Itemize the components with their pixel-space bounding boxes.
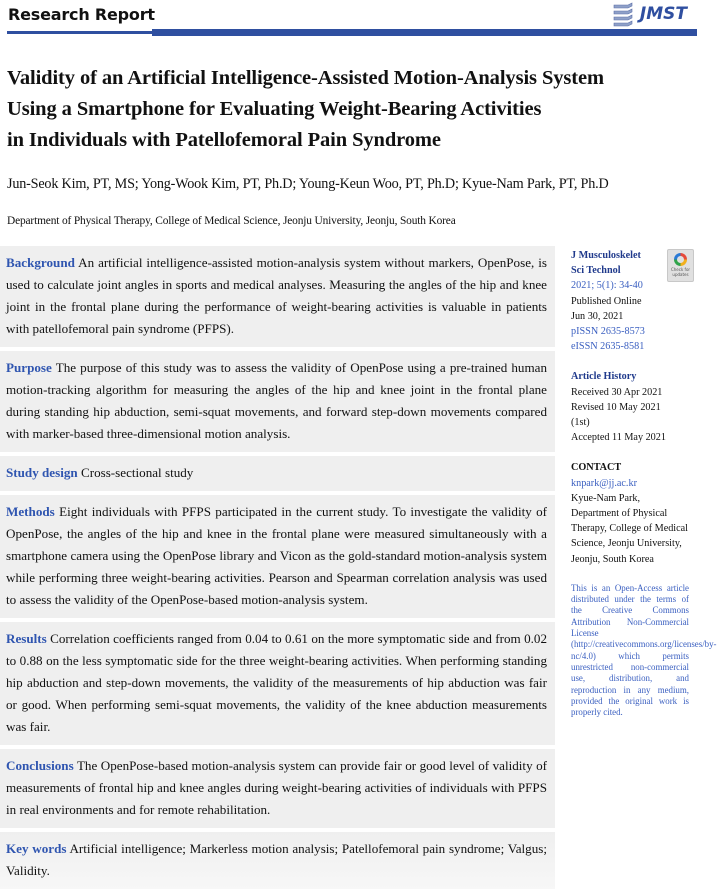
abstract-study-design	[0, 456, 555, 491]
citation: 2021; 5(1): 34-40	[571, 280, 643, 292]
contact-email-link[interactable]: knpark@jj.ac.kr	[571, 477, 637, 489]
section-text: An artificial intelligence-assisted motion-analysis system without markers, OpenPose, is used to calculate joint angles in sports and medical analyses. Measuring the angles of the hip and knee joint in the frontal plane during the performance of weight-bearing activities is valuable in patients with patellofemoral pain syndrome (PFPS).	[6, 255, 547, 336]
title-line: Validity of an Artificial Intelligence-Assisted Motion-Analysis System	[7, 67, 604, 89]
article-sidebar	[571, 248, 717, 718]
section-heading: Key words	[6, 841, 67, 856]
title-line: Using a Smartphone for Evaluating Weight-Bearing Activities	[7, 98, 542, 120]
abstract-purpose	[0, 351, 555, 452]
abstract-results	[0, 622, 555, 745]
journal-name: Sci Technol	[571, 265, 621, 277]
section-text: The purpose of this study was to assess the validity of OpenPose using a pre-trained human motion-tracking algorithm for measuring the angles of the hip and knee joint in the frontal plane during standing hip abduction, semi-squat movements, and forward step-down movements compared with marker-based three-dimensional motion analysis.	[6, 360, 547, 441]
abstract-methods	[0, 495, 555, 618]
published-date: Jun 30, 2021	[571, 310, 624, 322]
section-heading: Conclusions	[6, 758, 74, 773]
section-text: Correlation coefficients ranged from 0.04 to 0.61 on the more symptomatic side and from 0.02 to 0.88 on the less symptomatic side for the three weight-bearing activities. When performing standing hip abduction and step-down movements, the validity of the measurements of hip abduction was fair or good. When performing semi-squat movements, the validity of the knee abduction measurements was fair.	[6, 631, 547, 734]
section-heading: Study design	[6, 465, 78, 480]
history-heading: Article History	[571, 371, 637, 383]
stacked-books-icon	[612, 2, 634, 26]
check-for-updates-label: Check for updates	[670, 267, 691, 277]
journal-logo	[612, 0, 687, 28]
header-rule-thick	[152, 29, 697, 36]
section-text: Cross-sectional study	[80, 465, 194, 480]
title-line: in Individuals with Patellofemoral Pain Syndrome	[7, 129, 441, 151]
section-heading: Results	[6, 631, 47, 646]
received-date: Received 30 Apr 2021	[571, 386, 663, 398]
contact-address: Kyue-Nam Park, Department of Physical Therapy, College of Medical Science, Jeonju University, Jeonju, South Korea	[571, 492, 689, 565]
abstract	[0, 246, 555, 893]
license-notice: This is an Open-Access article distributed under the terms of the Creative Commons Attribution Non-Commercial License (http://creativecommons.org/licenses/by-nc/4.0) which permits unrestricted non-commercial use, distribution, and reproduction in any medium, provided the original work is properly cited.	[571, 582, 717, 718]
check-for-updates-badge[interactable]	[667, 249, 694, 282]
journal-name: J Musculoskelet	[571, 250, 641, 261]
section-heading: Methods	[6, 504, 55, 519]
section-heading: Purpose	[6, 360, 52, 375]
section-text: Eight individuals with PFPS participated in the current study. To investigate the validity of OpenPose, the angles of the hip and knee in the frontal plane were measured simultaneously with a smartphone camera using the OpenPose library and Vicon as the gold-standard motion-analysis system while performing three weight-bearing activities. Pearson and Spearman correlation analysis was used to assess the validity of the OpenPose-based motion-analysis system.	[6, 504, 547, 607]
journal-logo-text: JMST	[639, 4, 687, 24]
crossmark-icon	[674, 253, 687, 266]
eissn: eISSN 2635-8581	[571, 341, 645, 353]
abstract-background	[0, 246, 555, 347]
pissn: pISSN 2635-8573	[571, 326, 645, 338]
revised-date: Revised 10 May 2021	[571, 401, 661, 413]
article-title	[7, 63, 687, 156]
header-rule-thin	[7, 31, 152, 34]
revised-note: (1st)	[571, 417, 590, 429]
page-header	[0, 0, 697, 40]
published-label: Published Online	[571, 295, 642, 307]
article-type-label: Research Report	[8, 5, 155, 24]
abstract-conclusions	[0, 749, 555, 828]
section-text: The OpenPose-based motion-analysis system can provide fair or good level of validity of measurements of frontal hip and knee angles during weight-bearing activities of individuals with PFPS in real environments and for remote rehabilitation.	[6, 758, 547, 817]
section-heading: Background	[6, 255, 75, 270]
section-text: Artificial intelligence; Markerless motion analysis; Patellofemoral pain syndrome; Valgus; Validity.	[6, 841, 547, 878]
author-list: Jun-Seok Kim, PT, MS; Yong-Wook Kim, PT, Ph.D; Young-Keun Woo, PT, Ph.D; Kyue-Nam Park, PT, Ph.D	[7, 176, 609, 192]
affiliation: Department of Physical Therapy, College of Medical Science, Jeonju University, Jeonju, South Korea	[7, 215, 456, 227]
accepted-date: Accepted 11 May 2021	[571, 432, 666, 444]
abstract-keywords	[0, 832, 555, 889]
contact-heading: CONTACT	[571, 462, 622, 474]
